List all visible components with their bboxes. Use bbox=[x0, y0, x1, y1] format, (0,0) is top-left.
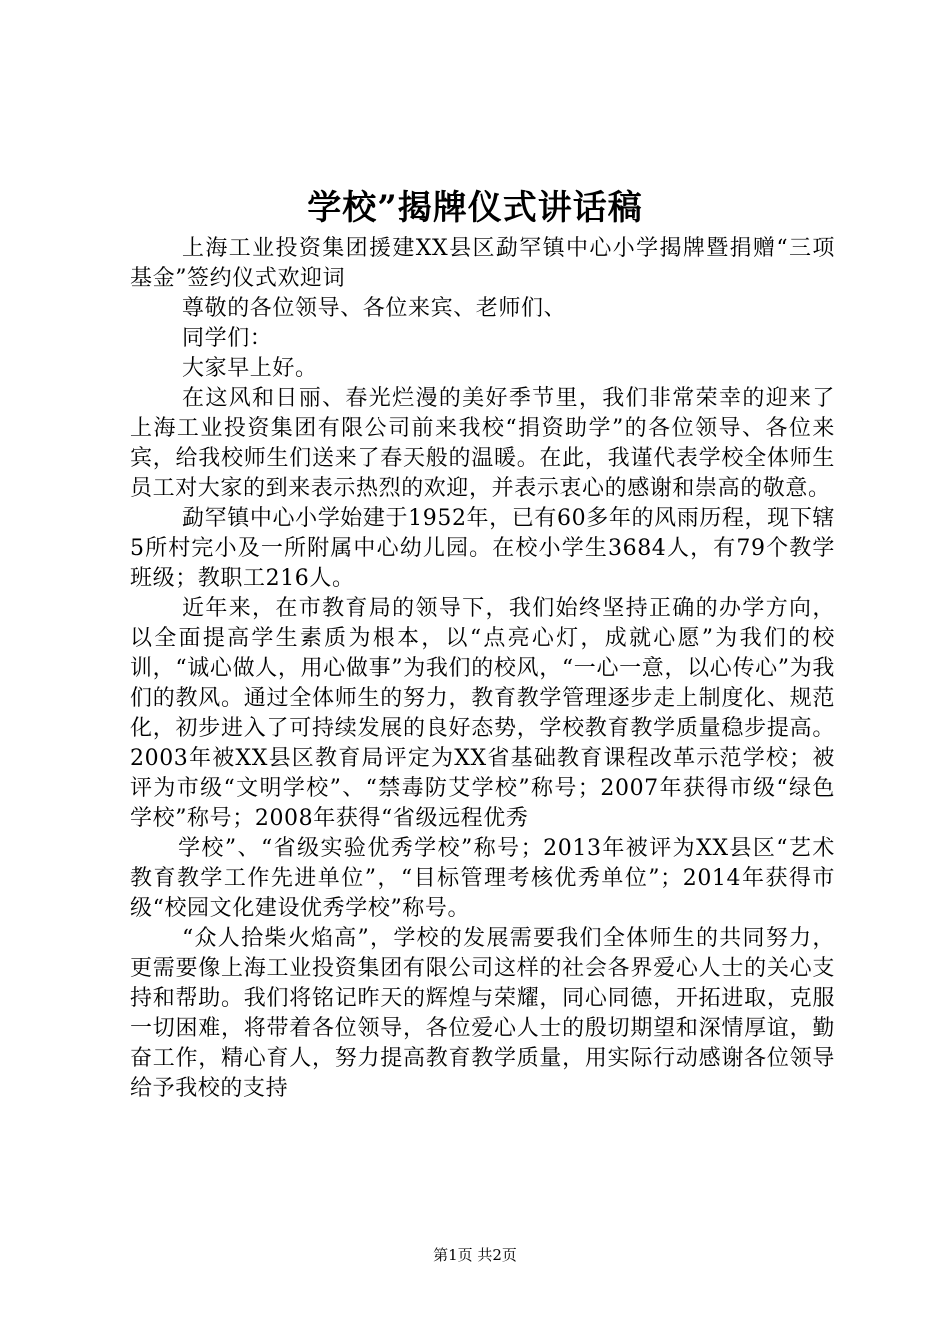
paragraph-welcome: 在这风和日丽、春光烂漫的美好季节里，我们非常荣幸的迎来了上海工业投资集团有限公司前来我校“捐资助学”的各位领导、各位来宾，给我校师生们送来了春天般的温暖。在此，我谨代表学校全体师生员工对大家的到来表示热烈的欢迎，并表示衷心的感谢和崇高的敬意。 bbox=[130, 386, 835, 501]
paragraph-school-history: 勐罕镇中心小学始建于1952年，已有60多年的风雨历程，现下辖5所村完小及一所附属中心幼儿园。在校小学生3684人，有79个教学班级；教职工216人。 bbox=[130, 506, 835, 591]
paragraph-closing: “众人拾柴火焰高”，学校的发展需要我们全体师生的共同努力，更需要像上海工业投资集团有限公司这样的社会各界爱心人士的关心支持和帮助。我们将铭记昨天的辉煌与荣耀，同心同德，开拓进取，克服一切困难，将带着各位领导，各位爱心人士的殷切期望和深情厚谊，勤奋工作，精心育人，努力提高教育教学质量，用实际行动感谢各位领导给予我校的支持 bbox=[130, 926, 835, 1101]
paragraph-heading-line: 上海工业投资集团援建XX县区勐罕镇中心小学揭牌暨捐赠“三项基金”签约仪式欢迎词 bbox=[130, 236, 835, 291]
page-number-footer: 第1页 共2页 bbox=[433, 1246, 517, 1264]
document-title: 学校”揭牌仪式讲话稿 bbox=[307, 188, 643, 228]
paragraph-salutation: 尊敬的各位领导、各位来宾、老师们、 bbox=[182, 296, 567, 321]
paragraph-achievements-continued: 学校”、“省级实验优秀学校”称号；2013年被评为XX县区“艺术教育教学工作先进单位”，“目标管理考核优秀单位”；2014年获得市级“校园文化建设优秀学校”称号。 bbox=[130, 836, 835, 921]
document-body bbox=[130, 234, 835, 1104]
paragraph-salutation-students: 同学们： bbox=[182, 326, 273, 351]
paragraph-greeting: 大家早上好。 bbox=[182, 356, 318, 381]
paragraph-achievements: 近年来，在市教育局的领导下，我们始终坚持正确的办学方向，以全面提高学生素质为根本，以“点亮心灯，成就心愿”为我们的校训，“诚心做人，用心做事”为我们的校风，“一心一意，以心传心”为我们的教风。通过全体师生的努力，教育教学管理逐步走上制度化、规范化，初步进入了可持续发展的良好态势，学校教育教学质量稳步提高。2003年被XX县区教育局评定为XX省基础教育课程改革示范学校；被评为市级“文明学校”、“禁毒防艾学校”称号；2007年获得市级“绿色学校”称号；2008年获得“省级远程优秀 bbox=[130, 596, 835, 831]
